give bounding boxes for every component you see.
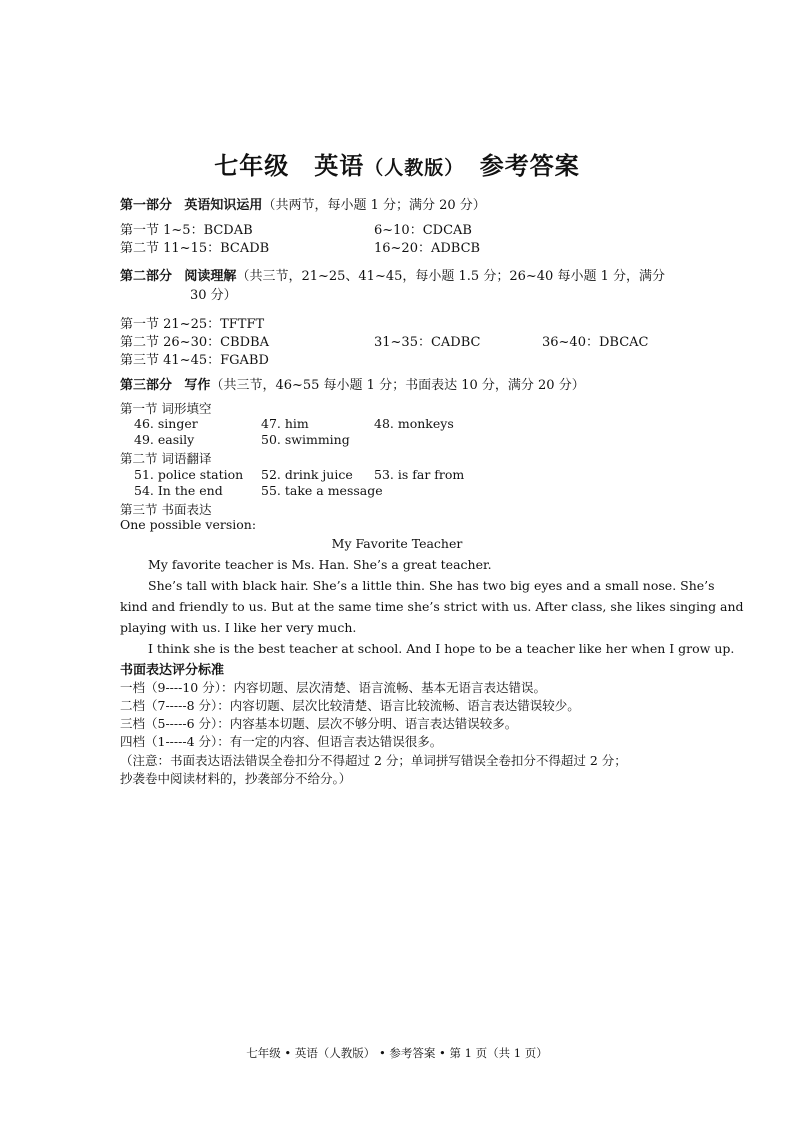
- criteria-title: 书面表达评分标准: [120, 663, 225, 678]
- criteria-item-4: 四档（1-----4 分）：有一定的内容、但语言表达错误很多。: [120, 734, 443, 749]
- trans-51: 51. police station: [134, 467, 244, 482]
- criteria-note-line-2: 抄袭卷中阅读材料的，抄袭部分不给分。）: [120, 771, 352, 786]
- part1-row2-a: 第二节 11~15：BCADB: [120, 241, 270, 256]
- part3-sec3-label: 第三节 书面表达: [120, 502, 212, 517]
- fill-48: 48. monkeys: [374, 416, 454, 431]
- essay-paragraph-2-line-3: playing with us. I like her very much.: [120, 620, 357, 635]
- part2-row2-b: 31~35：CADBC: [374, 335, 481, 350]
- trans-53: 53. is far from: [374, 467, 465, 482]
- part2-note2: 30 分）: [190, 288, 237, 303]
- criteria-item-2: 二档（7-----8 分）：内容切题、层次比较清楚、语言比较流畅、语言表达错误较少。: [120, 698, 580, 713]
- criteria-item-3: 三档（5-----6 分）：内容基本切题、层次不够分明、语言表达错误较多。: [120, 716, 518, 731]
- page-footer: 七年级 • 英语（人教版） • 参考答案 • 第 1 页（共 1 页）: [246, 1046, 548, 1060]
- part1-row1-b: 6~10：CDCAB: [374, 223, 472, 238]
- part2-note1: （共三节，21~25、41~45，每小题 1.5 分；26~40 每小题 1 分，满分: [236, 269, 665, 284]
- part3-name: 写作: [184, 378, 211, 393]
- part1-row2-b: 16~20：ADBCB: [374, 241, 481, 256]
- possible-version: One possible version:: [120, 517, 257, 532]
- trans-52: 52. drink juice: [261, 467, 353, 482]
- part1-heading: [120, 194, 486, 213]
- part2-row2-c: 36~40：DBCAC: [542, 335, 649, 350]
- criteria-note-line-1: （注意：书面表达语法错误全卷扣分不得超过 2 分；单词拼写错误全卷扣分不得超过 2 分；: [120, 753, 627, 768]
- fill-47: 47. him: [261, 416, 309, 431]
- fill-46: 46. singer: [134, 416, 198, 431]
- part3-heading: [120, 374, 585, 393]
- title-tail: 参考答案: [454, 151, 580, 180]
- fill-49: 49. easily: [134, 432, 195, 447]
- essay-paragraph-2-line-1: She’s tall with black hair. She’s a little thin. She has two big eyes and a small nose. She’s: [148, 578, 715, 593]
- part1-name: 英语知识运用: [184, 198, 263, 213]
- part3-sec2-label: 第二节 词语翻译: [120, 451, 212, 466]
- part1-row1-a: 第一节 1~5：BCDAB: [120, 223, 253, 238]
- title-sub: （人教版）: [364, 157, 455, 179]
- trans-55: 55. take a message: [261, 483, 383, 498]
- essay-paragraph-2-line-2: kind and friendly to us. But at the same time she’s strict with us. After class, she likes singing and: [120, 599, 744, 614]
- title-main: 七年级 英语: [214, 151, 365, 180]
- trans-54: 54. In the end: [134, 483, 223, 498]
- essay-title: My Favorite Teacher: [331, 536, 463, 551]
- part1-label: 第一部分: [120, 198, 173, 213]
- part2-heading: [120, 265, 665, 284]
- part1-note: （共两节，每小题 1 分；满分 20 分）: [262, 198, 486, 213]
- part3-sec1-label: 第一节 词形填空: [120, 401, 212, 416]
- fill-50: 50. swimming: [261, 432, 350, 447]
- part2-row3-a: 第三节 41~45：FGABD: [120, 353, 269, 368]
- part2-row1-a: 第一节 21~25：TFTFT: [120, 317, 265, 332]
- part2-name: 阅读理解: [184, 269, 237, 284]
- part3-note: （共三节，46~55 每小题 1 分；书面表达 10 分，满分 20 分）: [210, 378, 585, 393]
- page-title: [0, 146, 794, 181]
- part2-label: 第二部分: [120, 269, 173, 284]
- criteria-item-1: 一档（9----10 分）：内容切题、层次清楚、语言流畅、基本无语言表达错误。: [120, 680, 546, 695]
- essay-paragraph-3: I think she is the best teacher at school. And I hope to be a teacher like her when I grow up.: [148, 641, 735, 656]
- essay-paragraph-1: My favorite teacher is Ms. Han. She’s a great teacher.: [148, 557, 492, 572]
- part2-row2-a: 第二节 26~30：CBDBA: [120, 335, 269, 350]
- part3-label: 第三部分: [120, 378, 173, 393]
